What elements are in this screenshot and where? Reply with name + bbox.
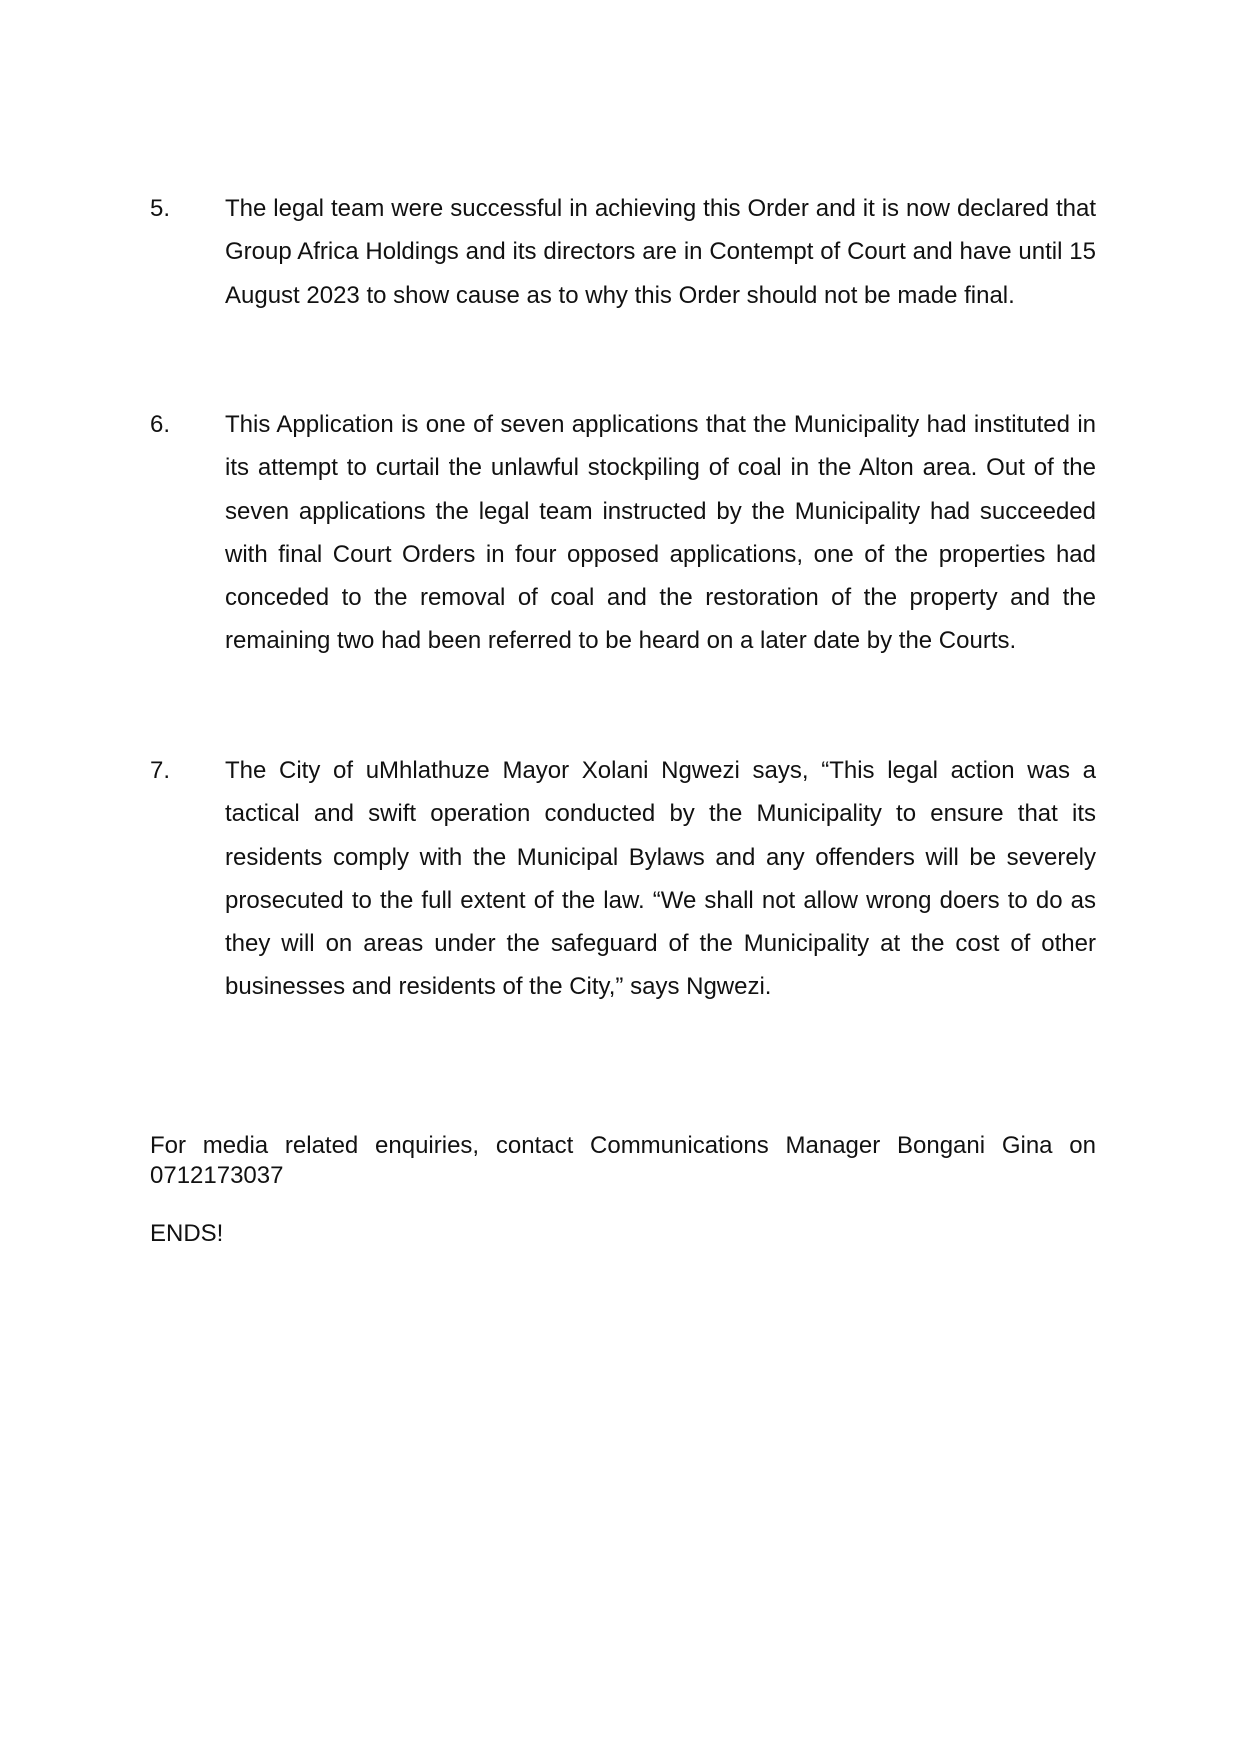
media-contact-phone: 0712173037 bbox=[150, 1162, 284, 1189]
paragraph-number: 6. bbox=[150, 411, 171, 438]
paragraph-text: The legal team were successful in achieving this Order and it is now declared that Group Africa Holdings and its directors are in Contempt of Court and have until 15 August 2023 to show cause as to why this Order should not be made final. bbox=[225, 195, 1096, 309]
media-contact bbox=[150, 1131, 1096, 1191]
media-contact-text: For media related enquiries, contact Communications Manager Bongani Gina on bbox=[150, 1132, 1096, 1159]
paragraph-text: The City of uMhlathuze Mayor Xolani Ngwezi says, “This legal action was a tactical and swift operation conducted by the Municipality to ensure that its residents comply with the Municipal Bylaws and any offenders will be severely prosecuted to the full extent of the law. “We shall not allow wrong doers to do as they will on areas under the safeguard of the Municipality at the cost of other businesses and residents of the City,” says Ngwezi. bbox=[225, 757, 1096, 1001]
paragraph-number: 5. bbox=[150, 195, 171, 222]
paragraph-text: This Application is one of seven applications that the Municipality had instituted in its attempt to curtail the unlawful stockpiling of coal in the Alton area. Out of the seven applications the legal team instructed by the Municipality had succeeded with final Court Orders in four opposed applications, one of the properties had conceded to the removal of coal and the restoration of the property and the remaining two had been referred to be heard on a later date by the Courts. bbox=[225, 411, 1096, 655]
paragraph-number: 7. bbox=[150, 757, 171, 784]
ends-marker: ENDS! bbox=[150, 1220, 224, 1247]
